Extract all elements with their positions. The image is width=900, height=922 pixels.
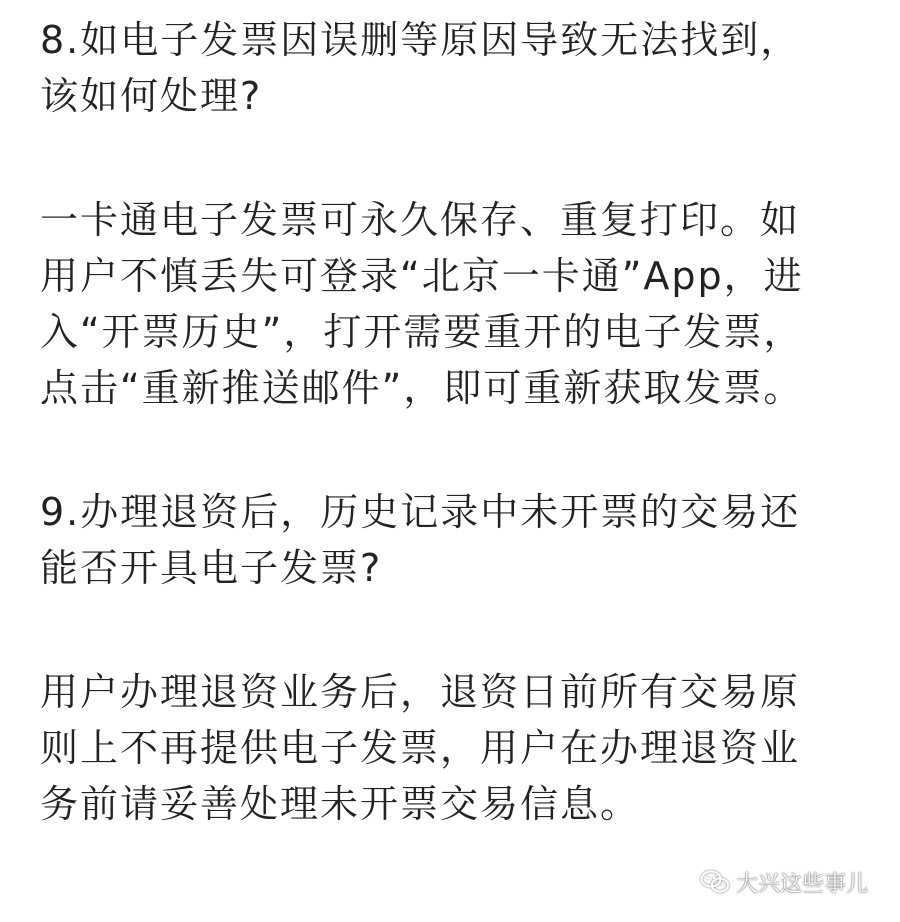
question-9-line-2: 能否开具电子发票? xyxy=(40,546,383,590)
answer-9-line-3: 务前请妥善处理未开票交易信息。 xyxy=(40,782,641,826)
answer-9 xyxy=(40,664,870,832)
answer-8-line-2: 用户不慎丢失可登录“北京一卡通”App，进 xyxy=(40,254,804,298)
question-8 xyxy=(40,12,870,124)
answer-8-line-4: 点击“重新推送邮件”，即可重新获取发票。 xyxy=(40,366,804,410)
question-9-line-1: 9.办理退资后，历史记录中未开票的交易还 xyxy=(40,490,801,534)
article-content xyxy=(40,12,870,832)
answer-8-line-1: 一卡通电子发票可永久保存、重复打印。如 xyxy=(40,198,801,242)
question-9 xyxy=(40,484,870,596)
answer-9-line-1: 用户办理退资业务后，退资日前所有交易原 xyxy=(40,670,801,714)
wechat-icon xyxy=(700,869,730,895)
answer-9-line-2: 则上不再提供电子发票，用户在办理退资业 xyxy=(40,726,801,770)
question-8-line-2: 该如何处理? xyxy=(40,74,263,118)
answer-8 xyxy=(40,192,870,416)
source-watermark xyxy=(700,864,868,900)
answer-8-line-3: 入“开票历史”，打开需要重开的电子发票， xyxy=(40,310,804,354)
question-8-line-1: 8.如电子发票因误删等原因导致无法找到， xyxy=(40,18,801,62)
watermark-text: 大兴这些事儿 xyxy=(736,871,869,897)
